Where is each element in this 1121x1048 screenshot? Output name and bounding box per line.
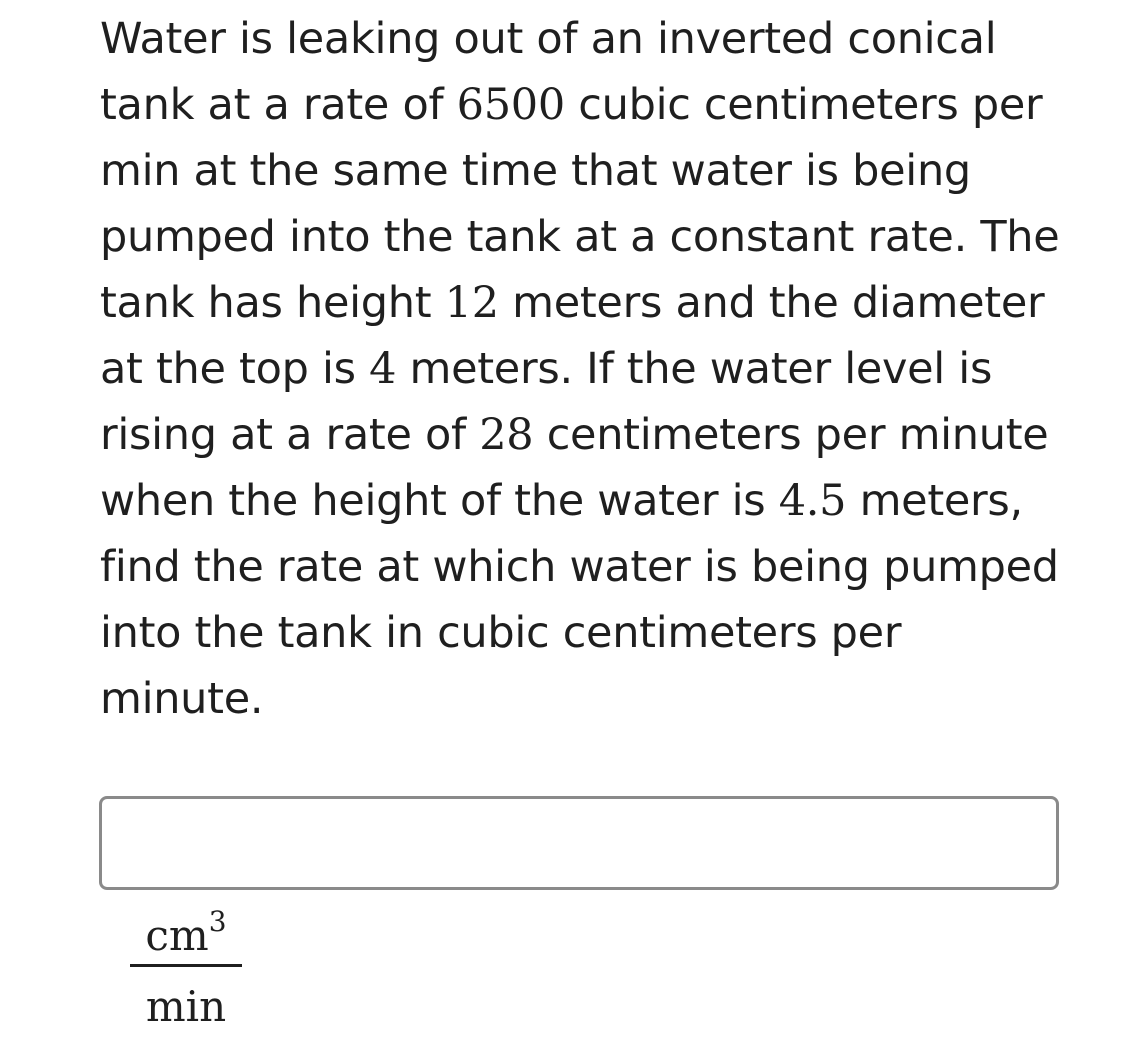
tank-height-value: 12 [444,278,499,328]
problem-text-part: Water is leaking out of an inverted conical tank at a rate of [100,14,997,130]
unit-exponent: 3 [208,905,227,938]
problem-text-part: cubic centimeters per min at the same time that water is being pumped into the tank at a constant rate. The tank has height [100,80,1060,328]
problem-text-part: meters and the diameter at the top is [100,278,1045,394]
unit-numerator-text: cm [145,911,209,960]
problem-text-part: centimeters per minute when the height of the water is [100,410,1049,526]
unit-fraction [130,896,242,1037]
problem-text-part: meters, find the rate at which water is being pumped into the tank in cubic centimeters per minute. [100,476,1059,724]
problem-text-part: meters. If the water level is rising at a rate of [100,344,993,460]
unit-numerator [130,896,242,958]
diameter-value: 4 [369,344,397,394]
fraction-bar [130,964,242,967]
rise-rate-value: 28 [479,410,534,460]
leak-rate-value: 6500 [456,80,565,130]
problem-text [100,6,1060,732]
answer-input[interactable] [99,796,1059,890]
water-height-value: 4.5 [778,476,847,526]
unit-denominator: min [145,982,227,1031]
